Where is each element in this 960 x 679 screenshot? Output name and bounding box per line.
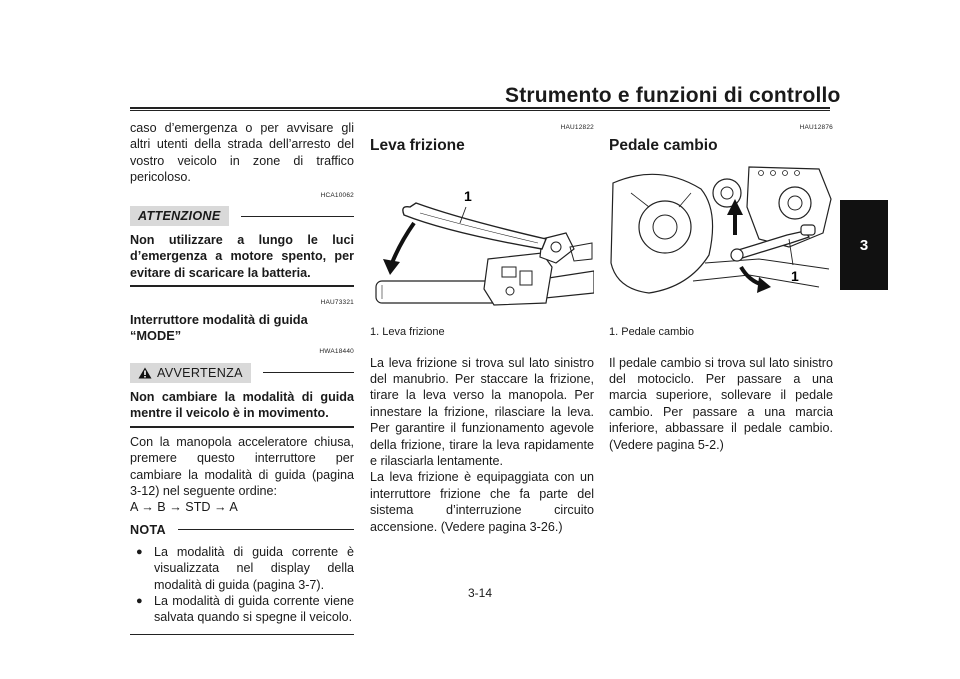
mode-body: Con la manopola acceleratore chiusa, premere questo interruttore per cambiare la modalità di guida (pagina 3-12) nel seguente ordine: (130, 434, 354, 498)
clutch-body-2: La leva frizione è equipaggiata con un interruttore frizione che fa parte del sistema d’interruzione circuito accensione. (Vedere pagina 3-26.) (370, 470, 594, 534)
clutch-lever-illustration (370, 163, 594, 308)
nota-rule (178, 529, 354, 530)
note-item: ● La modalità di guida corrente è visualizzata nel display della modalità di guida (pagina 3-7). (130, 544, 354, 593)
chapter-tab: 3 (840, 200, 888, 290)
nota-header (130, 520, 354, 540)
caution-header (130, 206, 354, 226)
warning-end-rule (130, 426, 354, 428)
caution-code: HCA10062 (320, 191, 354, 199)
warning-badge (130, 363, 251, 383)
intro-paragraph: caso d’emergenza o per avvisare gli altri utenti della strada dell’arresto del vostro veicolo in zone di traffico pericoloso. (130, 121, 354, 185)
shift-body: Il pedale cambio si trova sul lato sinistro del motociclo. Per passare a una marcia superiore, sollevare il pedale cambio. Per passare a una marcia inferiore, abbassare il pedale cambio. (Vedere pagina 5-2.) (609, 355, 833, 452)
notes-list (130, 544, 354, 626)
caution-rule (241, 216, 354, 217)
nota-end-rule (130, 634, 354, 635)
warning-rule (263, 372, 354, 373)
warning-triangle-icon (138, 367, 152, 379)
page-number: 3-14 (468, 586, 493, 600)
page-header-title: Strumento e funzioni di controllo (505, 84, 841, 107)
mode-section-title: Interruttore modalità di guida “MODE” (130, 311, 308, 344)
caution-badge: ATTENZIONE (130, 206, 229, 226)
clutch-code: HAU12822 (560, 124, 594, 131)
warning-text: Non cambiare la modalità di guida mentre il veicolo è in movimento. (130, 389, 354, 421)
warning-code: HWA18440 (319, 348, 354, 356)
header-rule (130, 107, 830, 109)
nota-label: NOTA (130, 522, 166, 537)
clutch-callout: 1 (464, 187, 472, 204)
shift-caption: 1. Pedale cambio (609, 326, 694, 339)
header-rule-thin (130, 110, 830, 111)
caution-text: Non utilizzare a lungo le luci d’emergenza a motore spento, per evitare di scaricare la batteria. (130, 233, 354, 280)
caution-end-rule (130, 285, 354, 287)
clutch-body-1: La leva frizione si trova sul lato sinistro del manubrio. Per staccare la frizione, tirare la leva verso la manopola. Per innestare la frizione, rilasciare la leva. Per garantire il funzionamento agevole della frizione, tirare la leva rapidamente e rilasciarla lentamente. (370, 355, 594, 469)
shift-section-title: Pedale cambio (609, 137, 718, 155)
clutch-section-title: Leva frizione (370, 137, 465, 155)
column-right (609, 120, 833, 453)
column-left (130, 120, 354, 635)
warning-header (130, 363, 354, 383)
shift-code: HAU12876 (799, 124, 833, 131)
column-middle (370, 120, 594, 535)
mode-sequence: A → B → STD → A (130, 500, 238, 515)
clutch-caption: 1. Leva frizione (370, 326, 445, 339)
warning-label: AVVERTENZA (157, 365, 243, 380)
shift-callout: 1 (791, 267, 799, 284)
mode-code: HAU73321 (320, 299, 354, 307)
shift-pedal-illustration (609, 163, 833, 308)
note-item: ● La modalità di guida corrente viene salvata quando si spegne il veicolo. (130, 593, 354, 626)
